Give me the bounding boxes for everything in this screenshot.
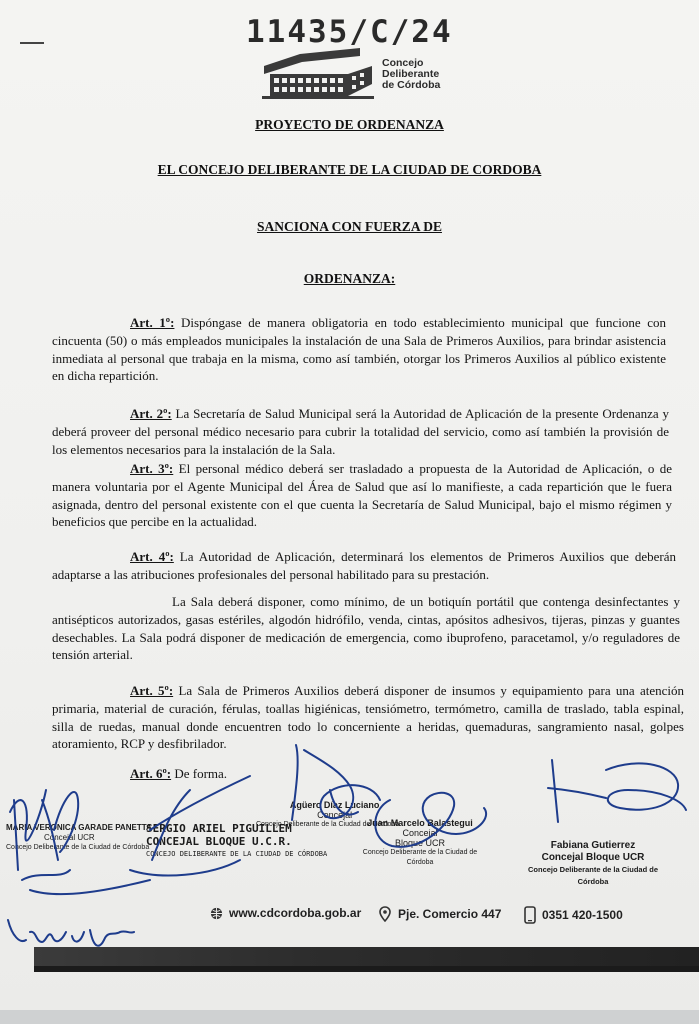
- council-logo-text: Concejo Deliberante de Córdoba: [382, 57, 441, 91]
- article-1: Art. 1º: Dispóngase de manera obligatoria en todo establecimiento municipal que funcione con cincuenta (50) o más empleados municipales la instalación de una Sala de Primeros Auxilios, para brindar asistencia inmediata al personal que trabaja en la misma, como así también, otorgar los Primeros Auxilios al público existente en dicha repartición.: [52, 315, 667, 384]
- signature-block-piguillem: SERGIO ARIEL PIGUILLEM CONCEJAL BLOQUE U.C.R. CONCEJO DELIBERANTE DE LA CIUDAD DE CÓRDOBA: [146, 822, 328, 858]
- signature-block-luciano: Agüero Díaz Luciano Concejal Concejo Deliberante de la Ciudad de Córdoba: [256, 800, 400, 828]
- footer-website: www.cdcordoba.gob.ar: [210, 906, 361, 920]
- heading-sanciona: SANCIONA CON FUERZA DE: [257, 219, 442, 234]
- heading-proyecto: PROYECTO DE ORDENANZA: [255, 117, 444, 132]
- article-5: Art. 5º: La Sala de Primeros Auxilios deberá disponer de insumos y equipamiento para una atención primaria, material de curación, férulas, toallas higiénicas, tensiómetro, termómetro, camilla de traslado, tabla espinal, silla de ruedas, manual donde encuentren todo lo concerniente a heridas, quemaduras, sangramiento nasal, golpes atoramiento, RCP y desfibrilador.: [52, 683, 685, 752]
- heading-ordenanza: ORDENANZA:: [303, 271, 396, 286]
- heading-concejo: EL CONCEJO DELIBERANTE DE LA CIUDAD DE CORDOBA: [157, 162, 542, 177]
- phone-icon: [524, 906, 536, 924]
- signature-block-panetta: MARIA VERONICA GARADE PANETTA Concejal UCR Concejo Deliberante de la Ciudad de Córdoba: [6, 823, 152, 851]
- location-pin-icon: [378, 906, 392, 922]
- globe-icon: [210, 907, 223, 920]
- council-building-logo-icon: [260, 44, 378, 100]
- footer-address: Pje. Comercio 447: [378, 906, 501, 922]
- file-number-stamp: 11435/C/24: [246, 14, 453, 50]
- article-6: Art. 6º: De forma.: [130, 766, 228, 781]
- signature-block-gutierrez: Fabiana Gutierrez Concejal Bloque UCR Concejo Deliberante de la Ciudad de Córdoba: [527, 840, 659, 886]
- footer-phone: 0351 420-1500: [524, 906, 623, 924]
- footer-bar-shadow: [34, 966, 699, 972]
- signature-block-balastegui: Juan Marcelo Balastegui Concejal Bloque UCR Concejo Deliberante de la Ciudad de Córdoba: [362, 818, 478, 866]
- article-3: Art. 3º: El personal médico deberá ser trasladado a propuesta de la Autoridad de Aplicación, o de manera voluntaria por el Agente Municipal del Área de Salud que así lo manifieste, a cada repartición que le fuera asignada, dentro del personal existente con el que cuenta la Secretaría de Salud Municipal, bajo el mismo régimen y beneficios que percibe en la actualidad.: [52, 461, 672, 530]
- article-2: Art. 2º: La Secretaría de Salud Municipal será la Autoridad de Aplicación de la presente Ordenanza y deberá proveer del personal médico necesario para cubrir la totalidad del servicio, como así también la provisión de los elementos necesarios para la instalación de la Sala.: [52, 406, 669, 457]
- margin-dash: [20, 42, 44, 44]
- article-4: Art. 4º: La Autoridad de Aplicación, determinará los elementos de Primeros Auxilios que deberán adaptarse a las atribuciones profesionales del personal habilitado para su prestación.: [52, 549, 676, 582]
- article-4-paragraph-2: La Sala deberá disponer, como mínimo, de un botiquín portátil que contenga desinfectantes y antisépticos autorizados, gasas estériles, algodón hidrófilo, venda, cintas, apósitos adhesivos, tijeras, pinzas y guantes desechables. La Sala podrá disponer de medicación de emergencia, como ibuprofeno, paracetamol, y/o reguladores de tensión arterial.: [52, 594, 680, 663]
